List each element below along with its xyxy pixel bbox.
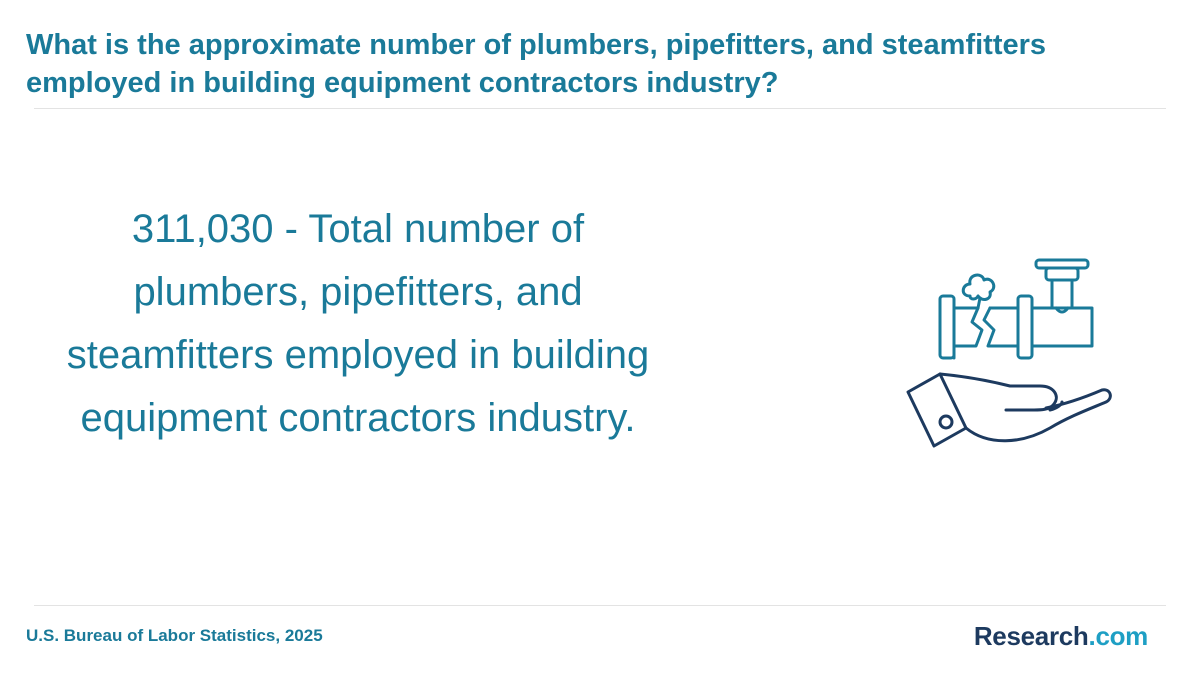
brand-name: Research: [973, 621, 1089, 651]
footer-divider: [34, 605, 1166, 606]
brand-logo: [974, 620, 1148, 652]
header-divider: [34, 108, 1166, 109]
source-citation: U.S. Bureau of Labor Statistics, 2025: [26, 626, 323, 645]
broken-pipe-icon: [940, 260, 1092, 358]
page-title: What is the approximate number of plumbers, pipefitters, and steamfitters employed in building equipment contractors industry?: [26, 29, 1047, 99]
hand-holding-broken-pipe-icon: [900, 250, 1120, 460]
brand-tld: .com: [1088, 621, 1148, 651]
open-hand-icon: [908, 374, 1110, 446]
stat-statement: 311,030 - Total number of plumbers, pipefitters, and steamfitters employed in building equipment contractors industry.: [66, 207, 650, 440]
